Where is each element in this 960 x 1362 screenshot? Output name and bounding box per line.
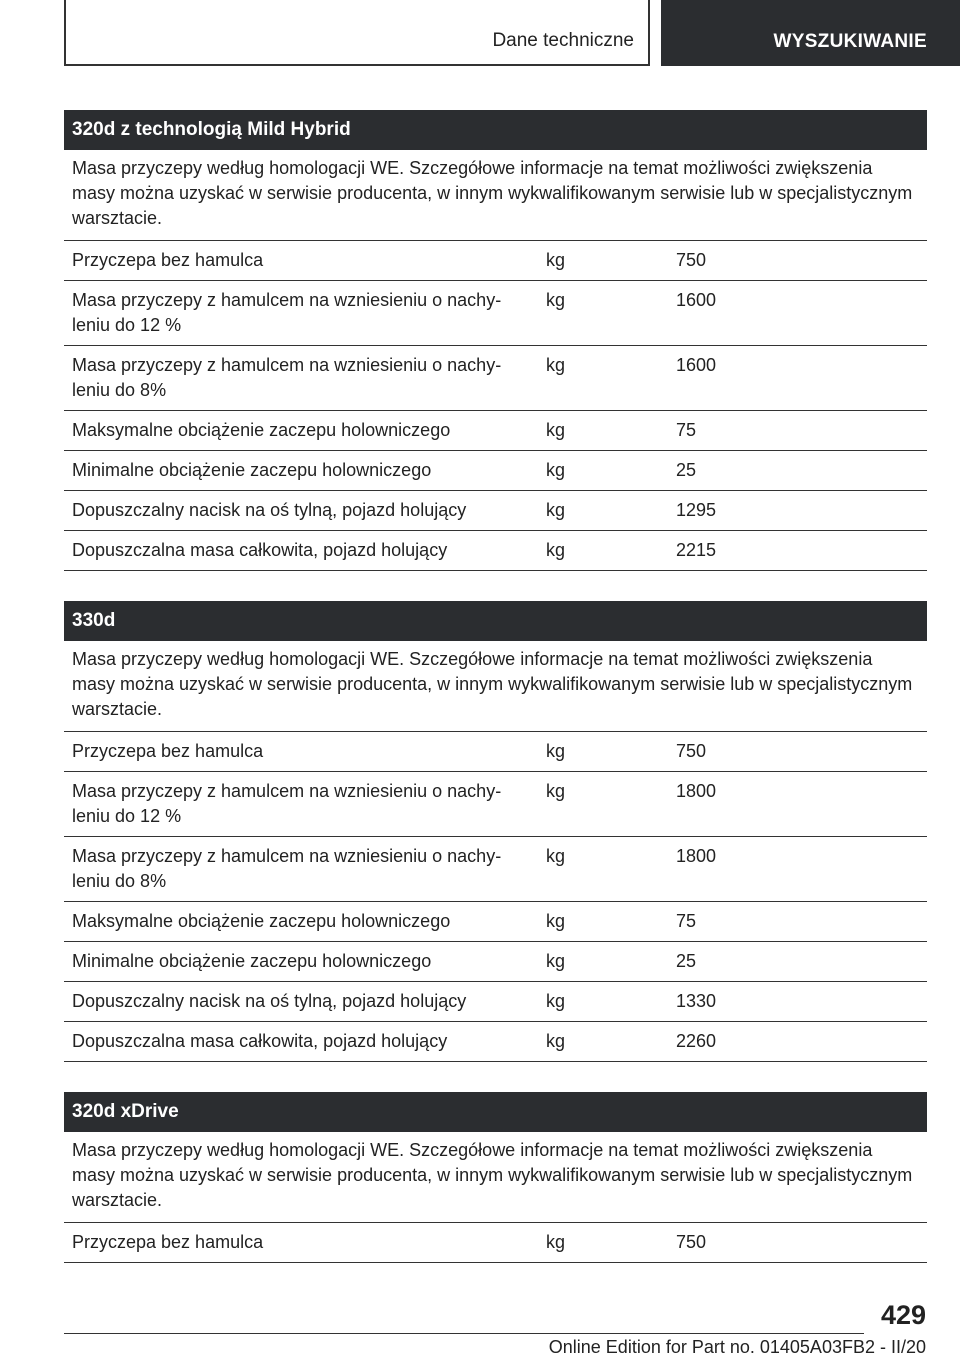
row-label: Dopuszczalna masa całkowita, pojazd holujący <box>72 1031 448 1051</box>
table-row <box>64 451 927 491</box>
row-label: Dopuszczalny nacisk na oś tylną, pojazd holujący <box>72 991 467 1011</box>
section-title: 330d <box>64 601 927 641</box>
row-label: Minimalne obciążenie zaczepu holowniczego <box>72 460 432 480</box>
row-unit: kg <box>546 781 566 801</box>
row-unit: kg <box>546 1031 566 1051</box>
search-button[interactable]: WYSZUKIWANIE <box>661 0 960 66</box>
row-value: 1800 <box>676 846 717 866</box>
row-value: 75 <box>676 420 697 440</box>
row-value: 1295 <box>676 500 717 520</box>
row-label: Masa przyczepy z hamulcem na wzniesieniu o nachyleniu do 8% <box>72 846 502 891</box>
table-row <box>64 982 927 1022</box>
row-unit: kg <box>546 1232 566 1252</box>
row-value: 750 <box>676 1232 707 1252</box>
table-row <box>64 942 927 982</box>
row-unit: kg <box>546 741 566 761</box>
table-row <box>64 902 927 942</box>
row-label: Minimalne obciążenie zaczepu holowniczego <box>72 951 432 971</box>
row-value: 1600 <box>676 290 717 310</box>
row-label: Przyczepa bez hamulca <box>72 250 264 270</box>
table-row <box>64 1022 927 1062</box>
page-number: 429 <box>880 1300 926 1330</box>
header-section-title: Dane techniczne <box>492 30 634 51</box>
header-frame <box>64 0 650 66</box>
section-title: 320d z technologią Mild Hybrid <box>64 110 927 150</box>
table-row <box>64 531 927 571</box>
table-row <box>64 772 927 837</box>
table-row <box>64 837 927 902</box>
table-row <box>64 411 927 451</box>
row-unit: kg <box>546 951 566 971</box>
row-label: Masa przyczepy z hamulcem na wzniesieniu o nachyleniu do 8% <box>72 355 502 400</box>
content <box>64 110 927 1293</box>
table-row <box>64 346 927 411</box>
row-label: Maksymalne obciążenie zaczepu holowniczego <box>72 911 451 931</box>
row-unit: kg <box>546 290 566 310</box>
footer-edition: Online Edition for Part no. 01405A03FB2 - II/20 <box>548 1337 926 1357</box>
section-description: Masa przyczepy według homologacji WE. Szczegółowe informacje na temat możliwości zwiększenia masy można uzyskać w serwisie producenta, w innym wykwalifikowanym serwisie lub w specjalistycznym warsztacie. <box>64 641 927 732</box>
row-label: Dopuszczalny nacisk na oś tylną, pojazd holujący <box>72 500 467 520</box>
row-unit: kg <box>546 540 566 560</box>
row-unit: kg <box>546 250 566 270</box>
table-row <box>64 1223 927 1263</box>
section-title: 320d xDrive <box>64 1092 927 1132</box>
table-row <box>64 281 927 346</box>
table-row <box>64 732 927 772</box>
row-unit: kg <box>546 460 566 480</box>
section-description: Masa przyczepy według homologacji WE. Szczegółowe informacje na temat możliwości zwiększenia masy można uzyskać w serwisie producenta, w innym wykwalifikowanym serwisie lub w specjalistycznym warsztacie. <box>64 1132 927 1223</box>
footer-divider <box>64 1333 864 1334</box>
row-value: 750 <box>676 741 707 761</box>
page-header <box>0 0 960 66</box>
spec-section <box>64 1092 927 1263</box>
row-value: 25 <box>676 951 697 971</box>
row-value: 1800 <box>676 781 717 801</box>
section-description: Masa przyczepy według homologacji WE. Szczegółowe informacje na temat możliwości zwiększenia masy można uzyskać w serwisie producenta, w innym wykwalifikowanym serwisie lub w specjalistycznym warsztacie. <box>64 150 927 241</box>
row-label: Masa przyczepy z hamulcem na wzniesieniu o nachyleniu do 12 % <box>72 290 502 335</box>
row-unit: kg <box>546 420 566 440</box>
row-value: 750 <box>676 250 707 270</box>
row-label: Maksymalne obciążenie zaczepu holowniczego <box>72 420 451 440</box>
row-value: 1330 <box>676 991 717 1011</box>
row-unit: kg <box>546 355 566 375</box>
row-value: 1600 <box>676 355 717 375</box>
table-row <box>64 241 927 281</box>
row-unit: kg <box>546 991 566 1011</box>
table-row <box>64 491 927 531</box>
row-label: Dopuszczalna masa całkowita, pojazd holujący <box>72 540 448 560</box>
row-label: Masa przyczepy z hamulcem na wzniesieniu o nachyleniu do 12 % <box>72 781 502 826</box>
row-unit: kg <box>546 846 566 866</box>
row-value: 25 <box>676 460 697 480</box>
row-value: 2215 <box>676 540 717 560</box>
row-unit: kg <box>546 500 566 520</box>
spec-section <box>64 110 927 571</box>
row-unit: kg <box>546 911 566 931</box>
row-value: 75 <box>676 911 697 931</box>
spec-section <box>64 601 927 1062</box>
row-label: Przyczepa bez hamulca <box>72 1232 264 1252</box>
row-value: 2260 <box>676 1031 717 1051</box>
row-label: Przyczepa bez hamulca <box>72 741 264 761</box>
